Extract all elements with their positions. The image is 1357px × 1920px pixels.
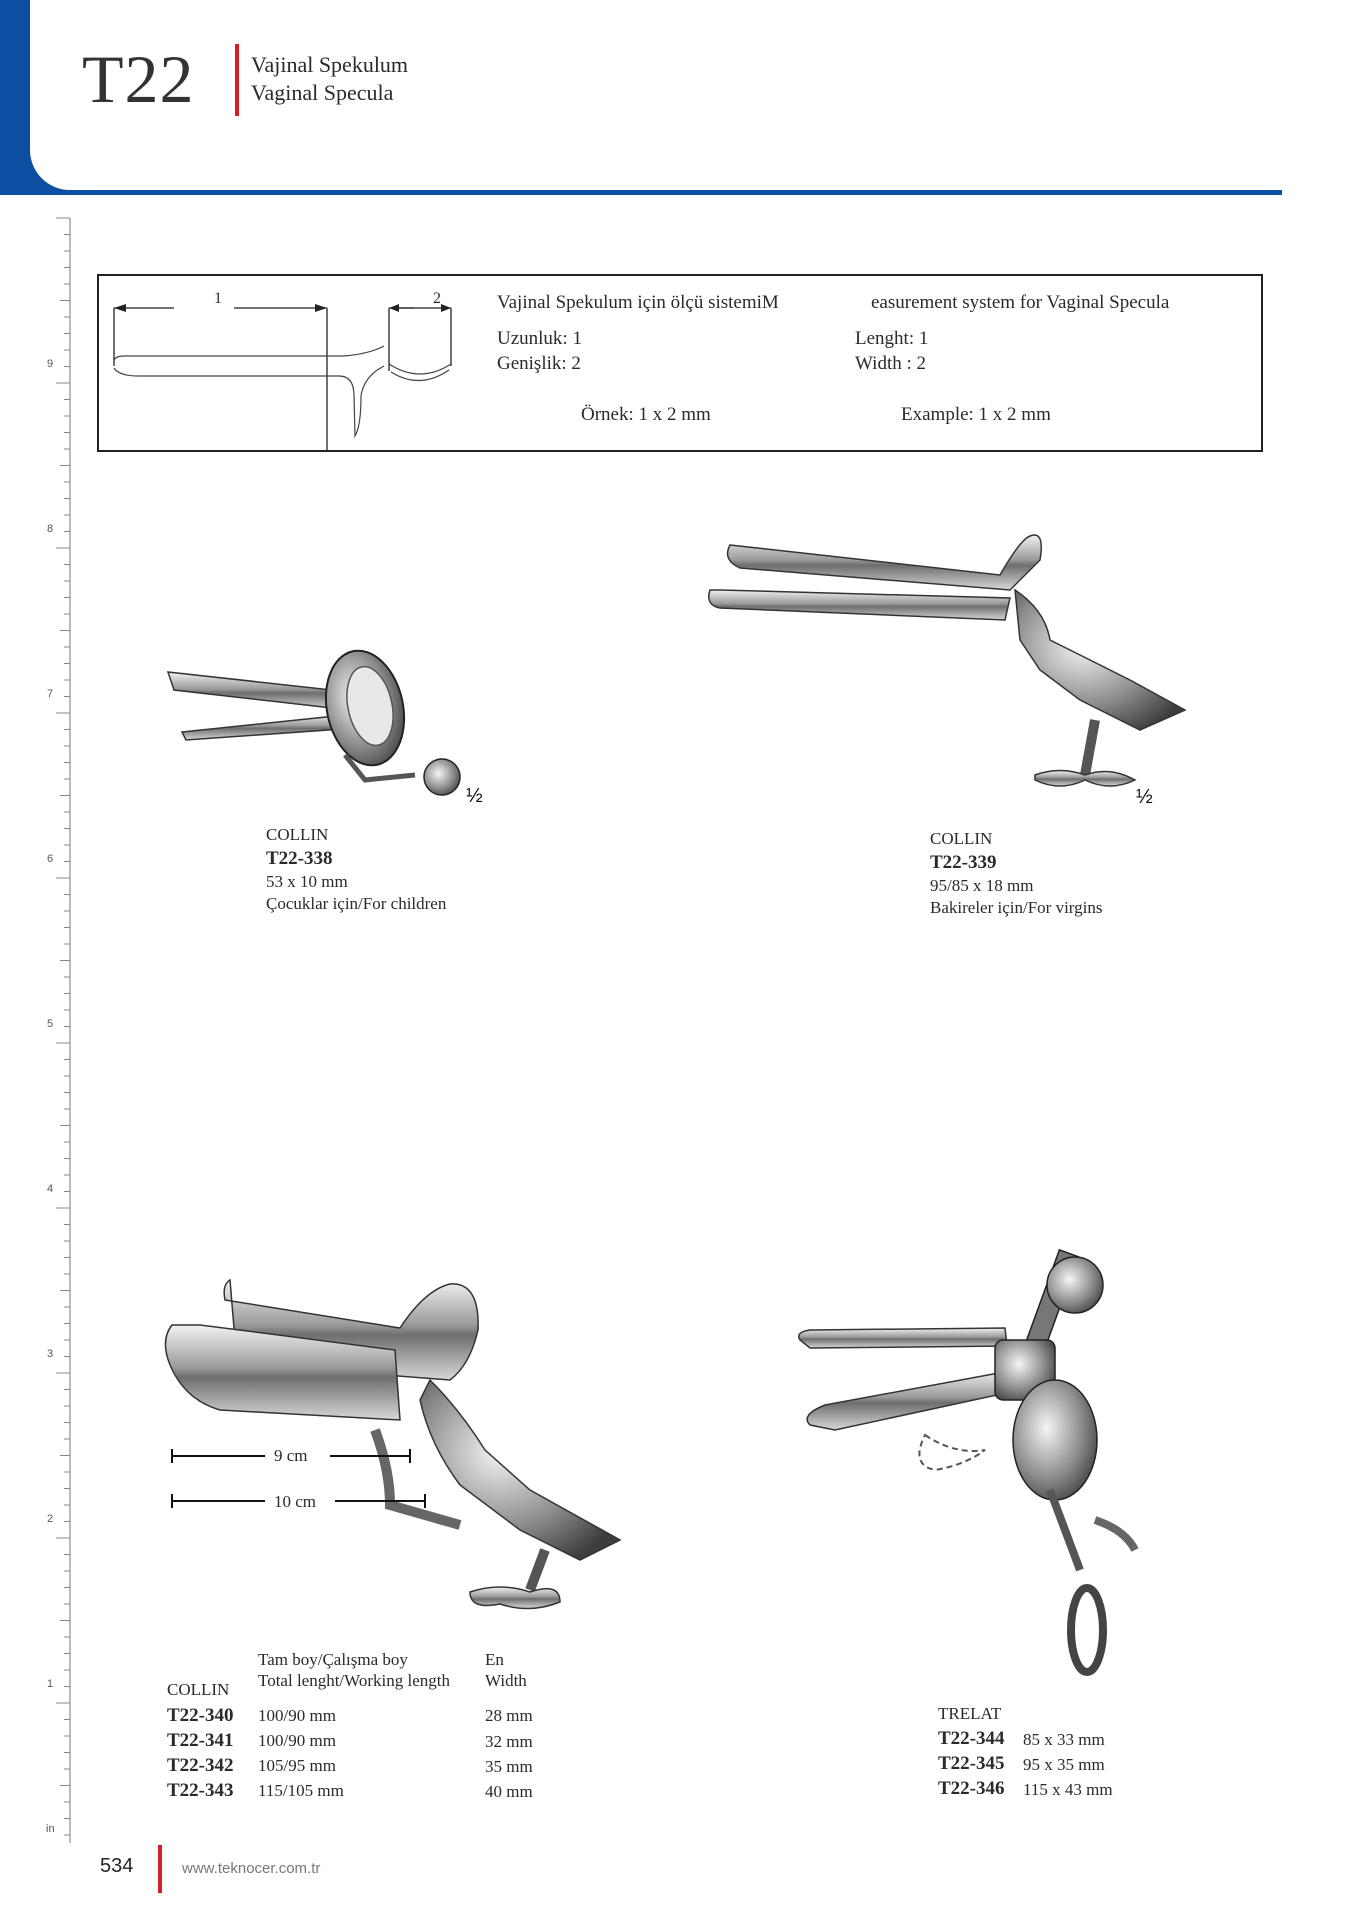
ruler-label: 5	[47, 1018, 54, 1030]
table-row-code: T22-344	[938, 1728, 1005, 1749]
table-row-width: 40 mm	[485, 1782, 533, 1801]
product-size: 53 x 10 mm	[266, 872, 348, 891]
table-row-size: 85 x 33 mm	[1023, 1730, 1105, 1749]
product-code: T22-338	[266, 848, 333, 869]
header-width-en: Width	[485, 1671, 527, 1690]
footer-divider	[158, 1845, 162, 1893]
ruler-label: 2	[47, 1513, 54, 1525]
dimension-label-2: 2	[433, 290, 441, 307]
product-note: Bakireler için/For virgins	[930, 898, 1103, 917]
ruler-label: 6	[47, 853, 54, 865]
product-code: T22-339	[930, 852, 997, 873]
dimension-10cm: 10 cm	[274, 1492, 317, 1511]
table-row-length: 100/90 mm	[258, 1731, 336, 1750]
table-row-width: 28 mm	[485, 1706, 533, 1725]
footer-url[interactable]: www.teknocer.com.tr	[182, 1860, 321, 1877]
ruler-unit: in	[46, 1823, 55, 1835]
measurement-diagram	[99, 276, 399, 454]
product-name: TRELAT	[938, 1704, 1002, 1723]
header-length-tr: Tam boy/Çalışma boy	[258, 1650, 408, 1669]
page-number: 534	[100, 1855, 134, 1877]
table-row-length: 105/95 mm	[258, 1756, 336, 1775]
measurement-box	[97, 274, 1263, 452]
header-rule	[30, 190, 1282, 195]
title-turkish: Vajinal Spekulum	[251, 52, 409, 77]
ruler-ticks	[42, 218, 72, 1843]
table-row-width: 35 mm	[485, 1757, 533, 1776]
table-row-code: T22-340	[167, 1705, 234, 1726]
scale-label: ½	[1136, 786, 1153, 808]
header-width-tr: En	[485, 1650, 504, 1669]
collin-child-speculum-image	[160, 640, 490, 810]
product-name: COLLIN	[167, 1680, 230, 1699]
table-row-code: T22-346	[938, 1778, 1005, 1799]
product-name: COLLIN	[930, 829, 993, 848]
ruler-label: 8	[47, 523, 54, 535]
table-row-width: 32 mm	[485, 1732, 533, 1751]
dimension-9cm: 9 cm	[274, 1446, 308, 1465]
product-note: Çocuklar için/For children	[266, 894, 447, 913]
collin-virgin-speculum-image	[700, 530, 1200, 810]
length-label-en: Lenght: 1	[855, 328, 929, 349]
width-label-en: Width : 2	[855, 353, 927, 374]
trelat-speculum-image	[795, 1240, 1135, 1700]
product-name: COLLIN	[266, 825, 329, 844]
header-length-en: Total lenght/Working length	[258, 1671, 450, 1690]
length-label-tr: Uzunluk: 1	[497, 328, 582, 349]
width-diagram	[379, 276, 469, 396]
table-row-code: T22-345	[938, 1753, 1005, 1774]
header-panel	[30, 0, 1310, 190]
table-row-size: 95 x 35 mm	[1023, 1755, 1105, 1774]
table-row-size: 115 x 43 mm	[1023, 1780, 1113, 1799]
section-code: T22	[82, 41, 195, 117]
measure-title-tr: Vajinal Spekulum için ölçü sistemiM	[497, 292, 779, 313]
example-tr: Örnek: 1 x 2 mm	[581, 404, 711, 425]
table-row-length: 100/90 mm	[258, 1706, 336, 1725]
measure-title-en: easurement system for Vaginal Specula	[871, 292, 1170, 313]
title-divider	[235, 44, 239, 116]
example-en: Example: 1 x 2 mm	[901, 404, 1051, 425]
table-row-code: T22-341	[167, 1730, 234, 1751]
scale-label: ½	[466, 785, 483, 807]
table-row-length: 115/105 mm	[258, 1781, 344, 1800]
ruler-label: 1	[47, 1678, 54, 1690]
width-label-tr: Genişlik: 2	[497, 353, 581, 374]
product-size: 95/85 x 18 mm	[930, 876, 1034, 895]
ruler-label: 9	[47, 358, 54, 370]
dimension-label-1: 1	[214, 290, 222, 307]
ruler-label: 4	[47, 1183, 54, 1195]
table-row-code: T22-342	[167, 1755, 234, 1776]
ruler-label: 3	[47, 1348, 54, 1360]
inch-ruler	[42, 218, 72, 1843]
ruler-label: 7	[47, 688, 54, 700]
title-english: Vaginal Specula	[251, 80, 394, 105]
table-row-code: T22-343	[167, 1780, 234, 1801]
